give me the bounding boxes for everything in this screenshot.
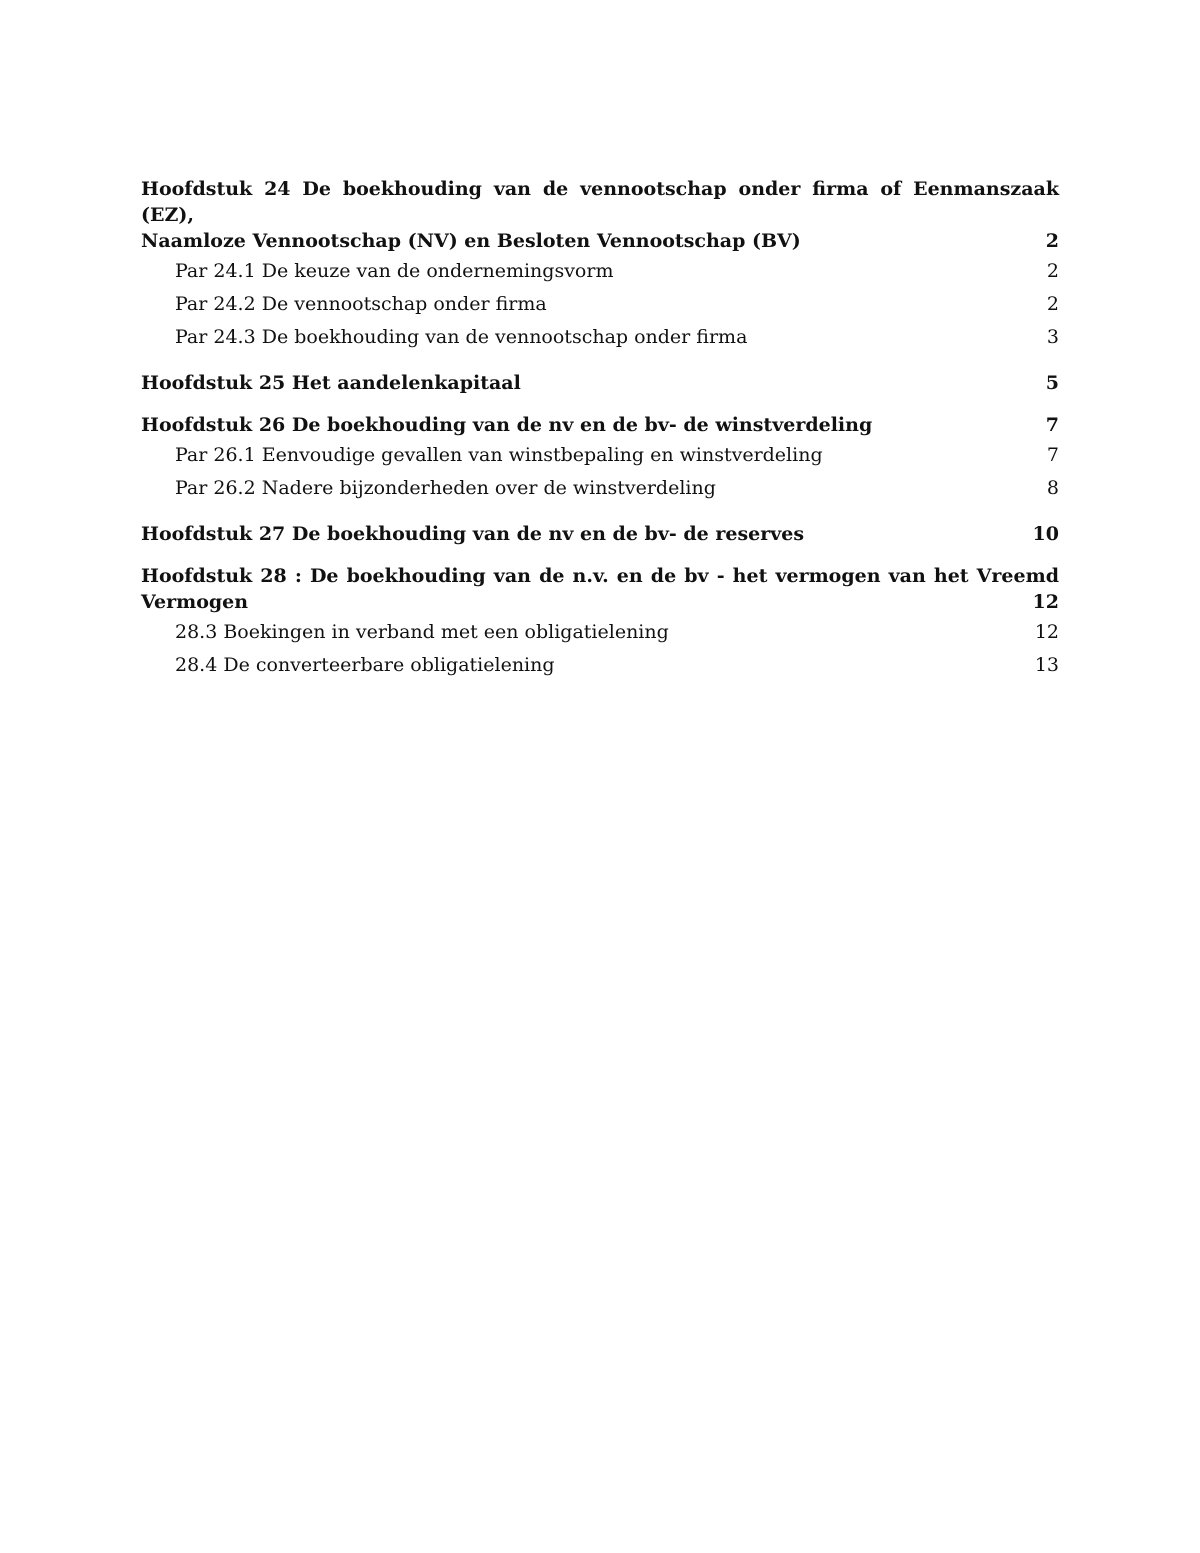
toc-chapter-28[interactable]: [141, 563, 1059, 615]
toc-chapter-26[interactable]: [141, 412, 1059, 438]
toc-page-number: 8: [1046, 477, 1059, 499]
toc-page-number: 12: [1032, 591, 1059, 613]
toc-section-24-1[interactable]: [141, 255, 1059, 288]
toc-page-number: 7: [1046, 444, 1059, 466]
table-of-contents: [141, 176, 1059, 682]
toc-section-title: Par 26.1 Eenvoudige gevallen van winstbepaling en winstverdeling: [175, 444, 823, 466]
toc-section-title: Par 24.1 De keuze van de ondernemingsvorm: [175, 260, 614, 282]
toc-chapter-24[interactable]: [141, 176, 1059, 254]
toc-page-number: 10: [1032, 523, 1059, 545]
toc-section-26-1[interactable]: [141, 439, 1059, 472]
toc-page-number: 7: [1045, 414, 1059, 436]
toc-section-28-3[interactable]: [141, 616, 1059, 649]
toc-chapter-27[interactable]: [141, 521, 1059, 547]
toc-chapter-title-line: Hoofdstuk 27 De boekhouding van de nv en de bv- de reserves: [141, 523, 805, 545]
toc-section-title: Par 24.3 De boekhouding van de vennootschap onder firma: [175, 326, 748, 348]
toc-chapter-title-line: Naamloze Vennootschap (NV) en Besloten Vennootschap (BV): [141, 230, 801, 252]
toc-chapter-title-line: Hoofdstuk 26 De boekhouding van de nv en de bv- de winstverdeling: [141, 414, 873, 436]
toc-section-24-2[interactable]: [141, 288, 1059, 321]
toc-chapter-title-line: Hoofdstuk 24 De boekhouding van de vennootschap onder firma of Eenmanszaak (EZ),: [141, 178, 1059, 226]
toc-section-title: 28.3 Boekingen in verband met een obligatielening: [175, 621, 669, 643]
toc-section-28-4[interactable]: [141, 649, 1059, 682]
toc-page-number: 12: [1034, 621, 1059, 643]
toc-page-number: 2: [1046, 260, 1059, 282]
toc-page-number: 3: [1046, 326, 1059, 348]
toc-page-number: 2: [1045, 230, 1059, 252]
toc-page-number: 13: [1034, 654, 1059, 676]
toc-section-title: 28.4 De converteerbare obligatielening: [175, 654, 555, 676]
toc-page-number: 2: [1046, 293, 1059, 315]
toc-section-26-2[interactable]: [141, 472, 1059, 505]
toc-section-title: Par 26.2 Nadere bijzonderheden over de winstverdeling: [175, 477, 716, 499]
toc-chapter-title-line: Vermogen: [141, 591, 249, 613]
toc-chapter-25[interactable]: [141, 370, 1059, 396]
toc-chapter-title-line: Hoofdstuk 25 Het aandelenkapitaal: [141, 372, 521, 394]
toc-section-title: Par 24.2 De vennootschap onder firma: [175, 293, 547, 315]
toc-page-number: 5: [1045, 372, 1059, 394]
toc-section-24-3[interactable]: [141, 321, 1059, 354]
toc-chapter-title-line: Hoofdstuk 28 : De boekhouding van de n.v. en de bv - het vermogen van het Vreemd: [141, 565, 1059, 587]
